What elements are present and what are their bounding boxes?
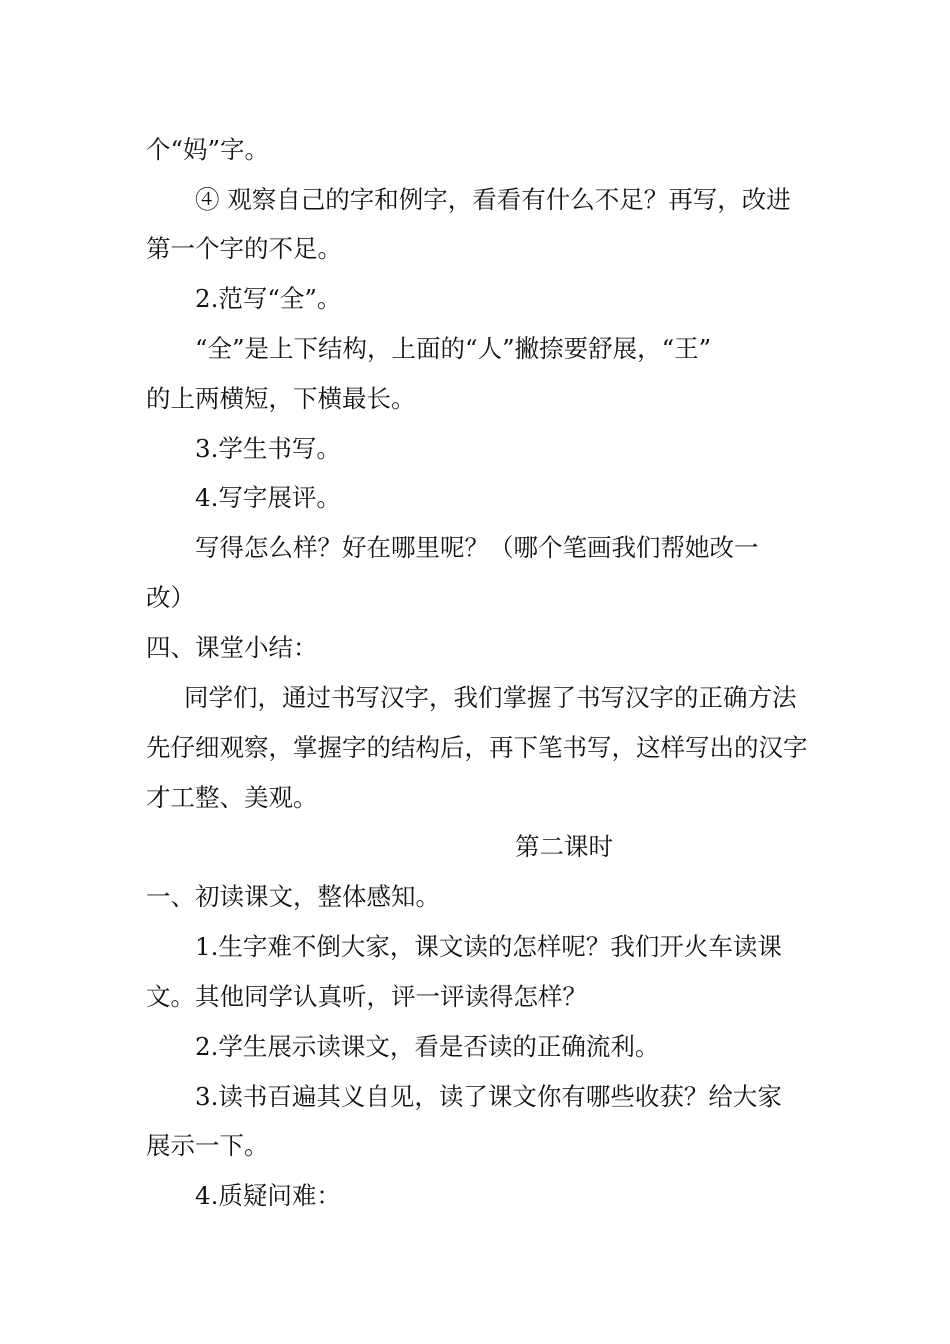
section-heading: 一、初读课文，整体感知。 [146, 882, 440, 911]
text-line: 文。其他同学认真听，评一评读得怎样？ [146, 982, 587, 1011]
text-line: 4.写字展评。 [195, 483, 341, 512]
text-line: 写得怎么样？好在哪里呢？（哪个笔画我们帮她改一 [195, 533, 759, 562]
text-line: 第一个字的不足。 [146, 234, 342, 263]
text-line: 3.读书百遍其义自见，读了课文你有哪些收获？给大家 [195, 1082, 782, 1111]
text-line: 同学们，通过书写汉字，我们掌握了书写汉字的正确方法 [184, 683, 797, 712]
text-line: 2.学生展示读课文，看是否读的正确流利。 [195, 1032, 660, 1061]
text-line: 3.学生书写。 [195, 434, 341, 463]
text-line: 才工整、美观。 [146, 783, 318, 812]
text-line: 展示一下。 [146, 1131, 269, 1160]
text-line: 1.生字难不倒大家，课文读的怎样呢？我们开火车读课 [195, 932, 782, 961]
text-line: 2.范写“全”。 [195, 284, 342, 313]
lesson-title: 第二课时 [515, 832, 613, 861]
text-line: 4.质疑问难： [195, 1181, 341, 1210]
text-line: “全”是上下结构，上面的“人”撇捺要舒展，“王” [195, 334, 712, 363]
section-heading: 四、课堂小结： [146, 633, 318, 662]
text-line: 改） [146, 583, 195, 612]
text-line: ④ 观察自己的字和例字，看看有什么不足？再写，改进 [195, 185, 791, 214]
text-line: 先仔细观察，掌握字的结构后，再下笔书写，这样写出的汉字 [146, 733, 808, 762]
text-line: 个“妈”字。 [146, 135, 270, 164]
text-line: 的上两横短，下横最长。 [146, 384, 416, 413]
